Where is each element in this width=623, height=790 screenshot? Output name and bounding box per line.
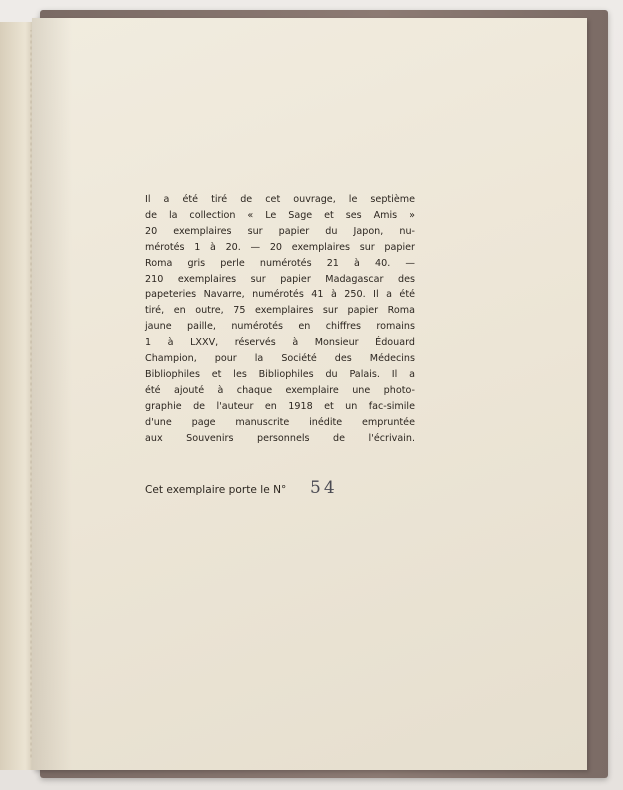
colophon-line: de la collection « Le Sage et ses Amis » bbox=[145, 209, 415, 221]
colophon-line: 1 à LXXV, réservés à Monsieur Édouard bbox=[145, 337, 415, 349]
colophon-line: Bibliophiles et les Bibliophiles du Palais. Il a bbox=[145, 368, 415, 380]
colophon-line: mérotés 1 à 20. — 20 exemplaires sur papier bbox=[145, 241, 415, 253]
copy-number-handwritten: 54 bbox=[310, 478, 338, 498]
colophon-line: 210 exemplaires sur papier Madagascar des bbox=[145, 273, 415, 285]
colophon-line: graphie de l'auteur en 1918 et un fac-simile bbox=[145, 400, 415, 412]
colophon-line: Roma gris perle numérotés 21 à 40. — bbox=[145, 257, 415, 269]
colophon-line: papeteries Navarre, numérotés 41 à 250. Il a été bbox=[145, 289, 415, 301]
colophon-line: aux Souvenirs personnels de l'écrivain. bbox=[145, 432, 415, 444]
colophon-line: Il a été tiré de cet ouvrage, le septième bbox=[145, 194, 415, 205]
colophon-line: tiré, en outre, 75 exemplaires sur papier Roma bbox=[145, 305, 415, 317]
colophon-text bbox=[145, 192, 415, 447]
colophon-line: d'une page manuscrite inédite empruntée bbox=[145, 416, 415, 428]
gutter-shadow bbox=[32, 18, 72, 770]
colophon-line: été ajouté à chaque exemplaire une photo- bbox=[145, 384, 415, 396]
copy-statement-label: Cet exemplaire porte le N° bbox=[145, 484, 287, 496]
colophon-line: Champion, pour la Société des Médecins bbox=[145, 353, 415, 365]
colophon-line: 20 exemplaires sur papier du Japon, nu- bbox=[145, 225, 415, 237]
colophon-line: jaune paille, numérotés en chiffres romains bbox=[145, 321, 415, 333]
